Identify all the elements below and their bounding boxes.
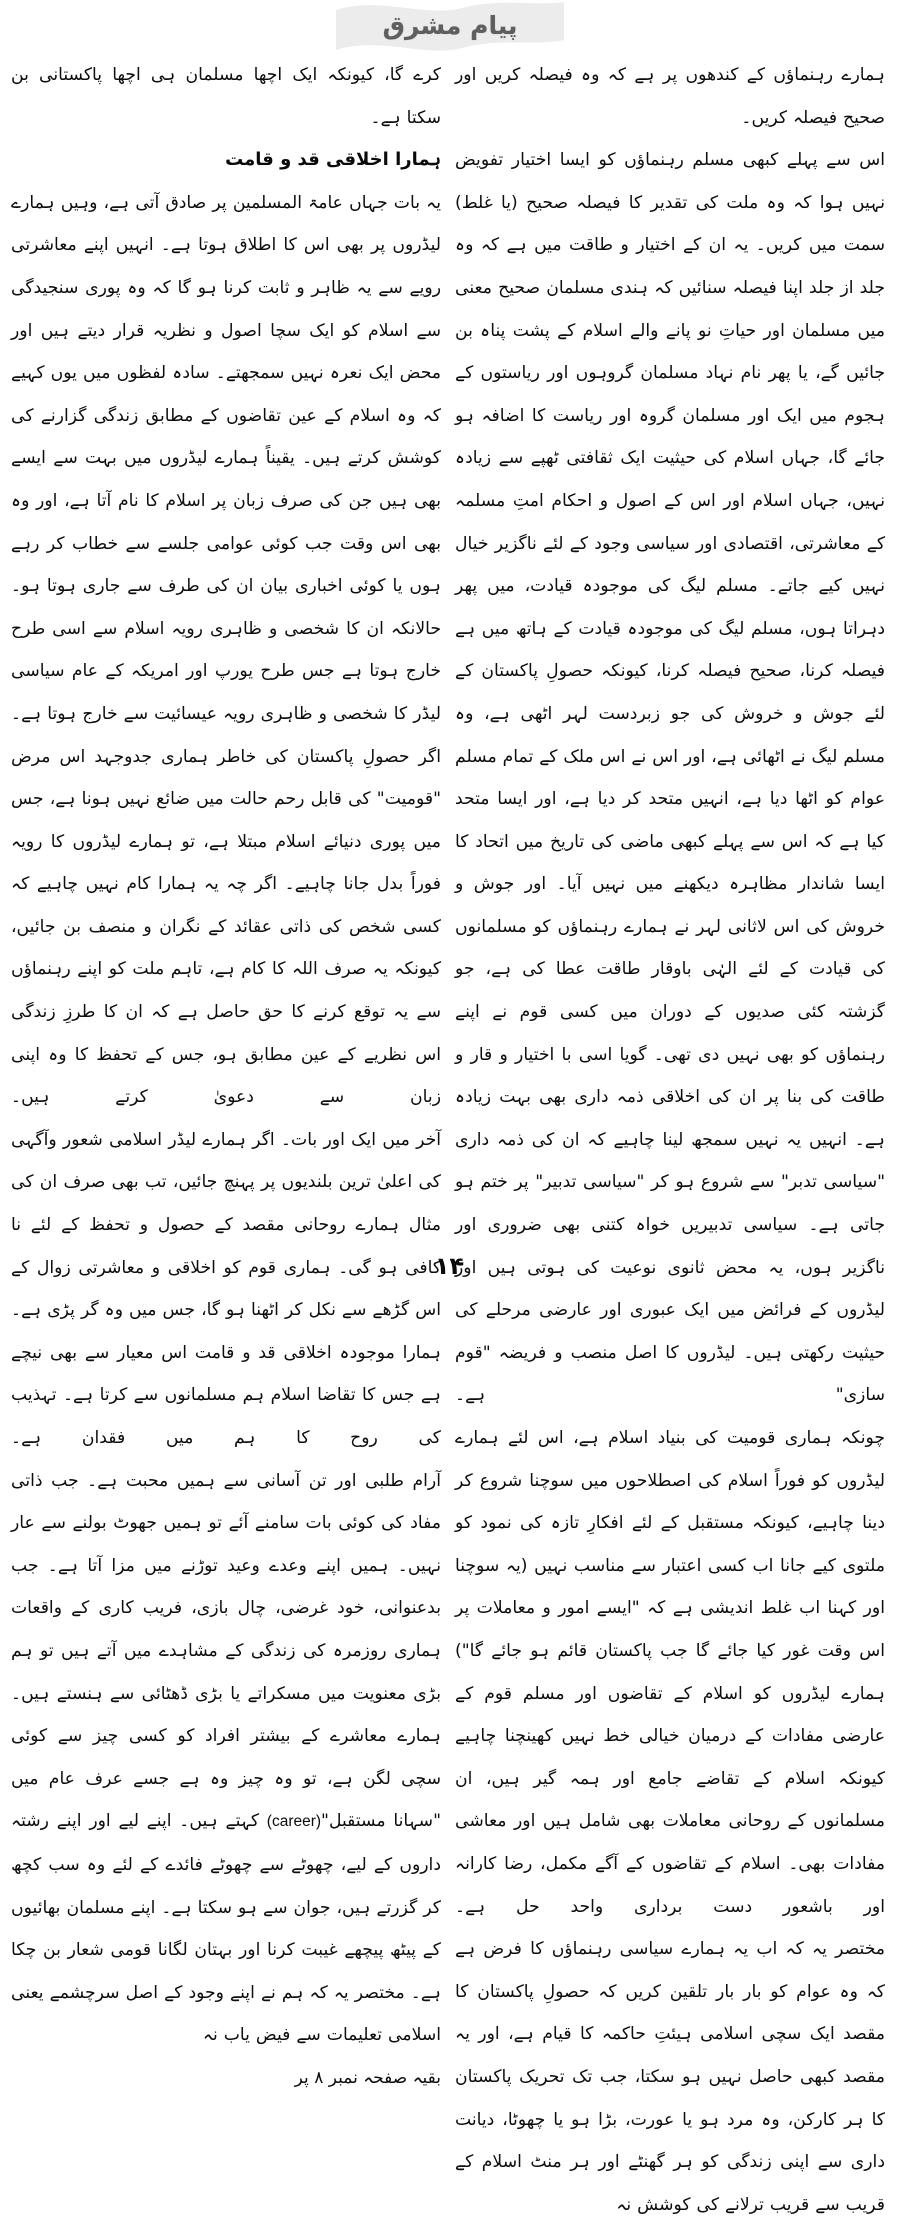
paragraph: آخر میں ایک اور بات۔ اگر ہمارے لیڈر اسلامی شعور وآگہی کی اعلیٰ ترین بلندیوں پر پہنچ جائیں، تب بھی صرف ان کی مثال ہمارے روحانی مقصد کے حصول و تحفظ کے لئے نا کافی ہو گی۔ ہماری قوم کو اخلاقی و معاشرتی زوال کے اس گڑھے سے نکل کر اٹھنا ہو گا، جس میں وہ گر پڑی ہے۔ ہمارا موجودہ اخلاقی قد و قامت اس معیار سے بھی نیچے ہے جس کا تقاضا اسلام ہم مسلمانوں سے کرتا ہے۔ تہذیب کی روح کا ہم میں فقدان ہے۔ — [11, 1129, 441, 1448]
paragraph: یہ بات جہاں عامۃ المسلمین پر صادق آتی ہے، وہیں ہمارے لیڈروں پر بھی اس کا اطلاق ہوتا ہے۔ انہیں اپنے معاشرتی رویے سے یہ ظاہر و ثابت کرنا ہو گا کہ وہ پوری سنجیدگی سے اسلام کو ایک سچا اصول و نظریہ قرار دیتے ہیں اور محض ایک نعرہ نہیں سمجھتے۔ سادہ لفظوں میں یوں کہیے کہ وہ اسلام کے عین تقاضوں کے مطابق زندگی گزارنے کی کوشش کرتے ہیں۔ یقیناً ہمارے لیڈروں میں بہت سے ایسے بھی ہیں جن کی صرف زبان پر اسلام کا نام آتا ہے، اور وہ بھی اس وقت جب کوئی عوامی جلسے سے خطاب کر رہے ہوں یا کوئی اخباری بیان ان کی طرف سے جاری ہوتا ہو۔ حالانکہ ان کا شخصی و ظاہری رویہ اسلام سے اسی طرح خارج ہوتا ہے جس طرح یورپ اور امریکہ کے عام سیاسی لیڈر کا شخصی و ظاہری رویہ عیسائیت سے خارج ہوتا ہے۔ اگر حصولِ پاکستان کی خاطر ہماری جدوجہد اس مرض "قومیت" کی قابل رحم حالت میں ضائع نہیں ہونا ہے، جس میں پوری دنیائے اسلام مبتلا ہے، تو ہمارے لیڈروں کا رویہ فوراً بدل جانا چاہیے۔ اگر چہ یہ ہمارا کام نہیں چاہیے کہ کسی شخص کی ذاتی عقائد کے نگران و منصف بن جائیں، کیونکہ یہ صرف اللہ کا کام ہے، تاہم ملت کو اپنے رہنماؤں سے یہ توقع کرنے کا حق حاصل ہے کہ ان کا طرزِ زندگی اس نظریے کے عین مطابق ہو، جس کے تحفظ کا وہ اپنی زبان سے دعویٰ کرتے ہیں۔ — [11, 192, 441, 1108]
paragraph: چونکہ ہماری قومیت کی بنیاد اسلام ہے، اس لئے ہمارے لیڈروں کو فوراً اسلام کی اصطلاحوں میں سوچنا شروع کر دینا چاہیے، کیونکہ مستقبل کے لئے افکارِ تازہ کی نمود کو ملتوی کیے جانا اب کسی اعتبار سے مناسب نہیں (یہ سوچنا اور کہنا اب غلط اندیشی ہے کہ "ایسے امور و معاملات پر اس وقت غور کیا جائے گا جب پاکستان قائم ہو جائے گا") ہمارے لیڈروں کو اسلام کے تقاضوں اور مسلم قوم کے عارضی مفادات کے درمیان خیالی خط نہیں کھینچنا چاہیے کیونکہ اسلام کے تقاضے جامع اور ہمہ گیر ہیں، ان مسلمانوں کے روحانی معاملات بھی شامل ہیں اور معاشی مفادات بھی۔ اسلام کے تقاضوں کے آگے مکمل، رضا کارانہ اور باشعور دست برداری واحد حل ہے۔ — [455, 1428, 885, 1917]
masthead-title: پیام مشرق — [382, 11, 518, 40]
page-number: ۱۴ — [434, 1252, 465, 1280]
masthead — [0, 0, 899, 54]
paragraph: مختصر یہ کہ اب یہ ہمارے سیاسی رہنماؤں کا فرض ہے کہ وہ عوام کو بار بار تلقین کریں کہ حصولِ پاکستان کا مقصد ایک سچی اسلامی ہیئتِ حاکمہ کا قیام ہے، اور یہ مقصد کبھی حاصل نہیں ہو سکتا، جب تک تحریک پاکستان کا ہر کارکن، وہ مرد ہو یا عورت، بڑا ہو یا چھوٹا، دیانت داری سے اپنی زندگی کو ہر گھنٹے اور ہر منٹ اسلام کے قریب سے قریب ترلانے کی کوشش نہ — [455, 1939, 885, 2215]
section-heading: ہمارا اخلاقی قد و قامت — [225, 149, 441, 171]
latin-term-career: (career) — [266, 1813, 322, 1831]
paragraph: ہمارے رہنماؤں کے کندھوں پر ہے کہ وہ فیصلہ کریں اور صحیح فیصلہ کریں۔ — [455, 65, 885, 128]
paragraph-text-before: ہمارے معاشرے کے بیشتر افراد کو کسی چیز سے کوئی سچی لگن ہے، تو وہ چیز وہ ہے جسے عرف عام میں "سہانا مستقبل" — [11, 1726, 441, 1832]
continued-on-page-note: بقیہ صفحہ نمبر ۸ پر — [294, 2067, 441, 2088]
paragraph: اس سے پہلے کبھی مسلم رہنماؤں کو ایسا اختیار تفویض نہیں ہوا کہ وہ ملت کی تقدیر کا فیصلہ صحیح (یا غلط) سمت میں کریں۔ یہ ان کے اختیار و طاقت میں ہے کہ وہ جلد از جلد اپنا فیصلہ سنائیں کہ ہندی مسلمان صحیح معنی میں مسلمان اور حیاتِ نو پانے والے اسلام کے پشت پناہ بن جائیں گے، یا پھر نام نہاد مسلمان گروہوں اور ریاستوں کے ہجوم میں ایک اور مسلمان گروہ اور ریاست کا اضافہ ہو جائے گا، جہاں اسلام کی حیثیت ایک ثقافتی ٹھپے سے زیادہ نہیں، جہاں اسلام اور اس کے اصول و احکام امتِ مسلمہ کے معاشرتی، اقتصادی اور سیاسی وجود کے لئے ناگزیر خیال نہیں کیے جاتے۔ مسلم لیگ کی موجودہ قیادت، میں پھر دہراتا ہوں، مسلم لیگ کی موجودہ قیادت کے ہاتھ میں ہے فیصلہ کرنا، صحیح فیصلہ کرنا، کیونکہ حصولِ پاکستان کے لئے جوش و خروش کی جو زبردست لہر اٹھی ہے، وہ مسلم لیگ نے اٹھائی ہے، اور اس نے اس ملک کے تمام مسلم عوام کو اٹھا دیا ہے، انہیں متحد کر دیا ہے، اور ایسا متحد کیا ہے کہ اس سے پہلے کبھی ماضی کی تاریخ میں اتحاد کا ایسا شاندار مظاہرہ دیکھنے میں نہیں آیا۔ اور جوش و خروش کی اس لاثانی لہر نے ہمارے رہنماؤں کو مسلمانوں کی قیادت کے لئے الہٰی باوقار طاقت عطا کی ہے، جو گزشتہ کئی صدیوں کے دوران میں کسی قوم نے اپنے رہنماؤں کو بھی نہیں دی تھی۔ گویا اسی با اختیار و قار و طاقت کی بنا پر ان کی اخلاقی ذمہ داری بھی بہت زیادہ ہے۔ انہیں یہ نہیں سمجھ لینا چاہیے کہ ان کی ذمہ داری "سیاسی تدبر" سے شروع ہو کر "سیاسی تدبیر" پر ختم ہو جاتی ہے۔ سیاسی تدبیریں خواہ کتنی بھی ضروری اور ناگزیر ہوں، یہ محض ثانوی نوعیت کی ہوتی ہیں اور لیڈروں کے فرائض میں ایک عبوری اور عارضی مرحلے کی حیثیت رکھتی ہیں۔ لیڈروں کا اصل منصب و فریضہ "قوم سازی" ہے۔ — [455, 150, 885, 1406]
paragraph-text-after: کہتے ہیں۔ اپنے لیے اور اپنے رشتہ داروں کے لیے، چھوٹے سے چھوٹے فائدے کے لئے وہ سب کچھ کر گزرتے ہیں، جوان سے ہو سکتا ہے۔ اپنے مسلمان بھائیوں کے پیٹھ پیچھے غیبت کرنا اور بہتان لگانا قومی شعار بن چکا ہے۔ مختصر یہ کہ ہم نے اپنے وجود کے اصل سرچشمے یعنی اسلامی تعلیمات سے فیض یاب نہ — [11, 1811, 441, 2046]
page-footer — [0, 1252, 899, 1280]
paragraph-with-latin-term — [11, 1715, 441, 2057]
column-right — [455, 54, 885, 2215]
paragraph: کرے گا، کیونکہ ایک اچھا مسلمان ہی اچھا پاکستانی بن سکتا ہے۔ — [11, 65, 441, 128]
masthead-ribbon — [330, 0, 570, 54]
column-left — [11, 54, 441, 2088]
paragraph: آرام طلبی اور تن آسانی سے ہمیں محبت ہے۔ جب ذاتی مفاد کی کوئی بات سامنے آئے تو ہمیں جھوٹ بولنے سے عار نہیں۔ ہمیں اپنے وعدے وعید توڑنے میں مزا آتا ہے۔ جب بدعنوانی، خود غرضی، چال بازی، فریب کاری کے واقعات ہماری روزمرہ کی زندگی کے مشاہدے میں آتے ہیں تو ہم بڑی معنویت میں مسکراتے یا بڑی ڈھٹائی سے ہنستے ہیں۔ — [11, 1470, 441, 1704]
